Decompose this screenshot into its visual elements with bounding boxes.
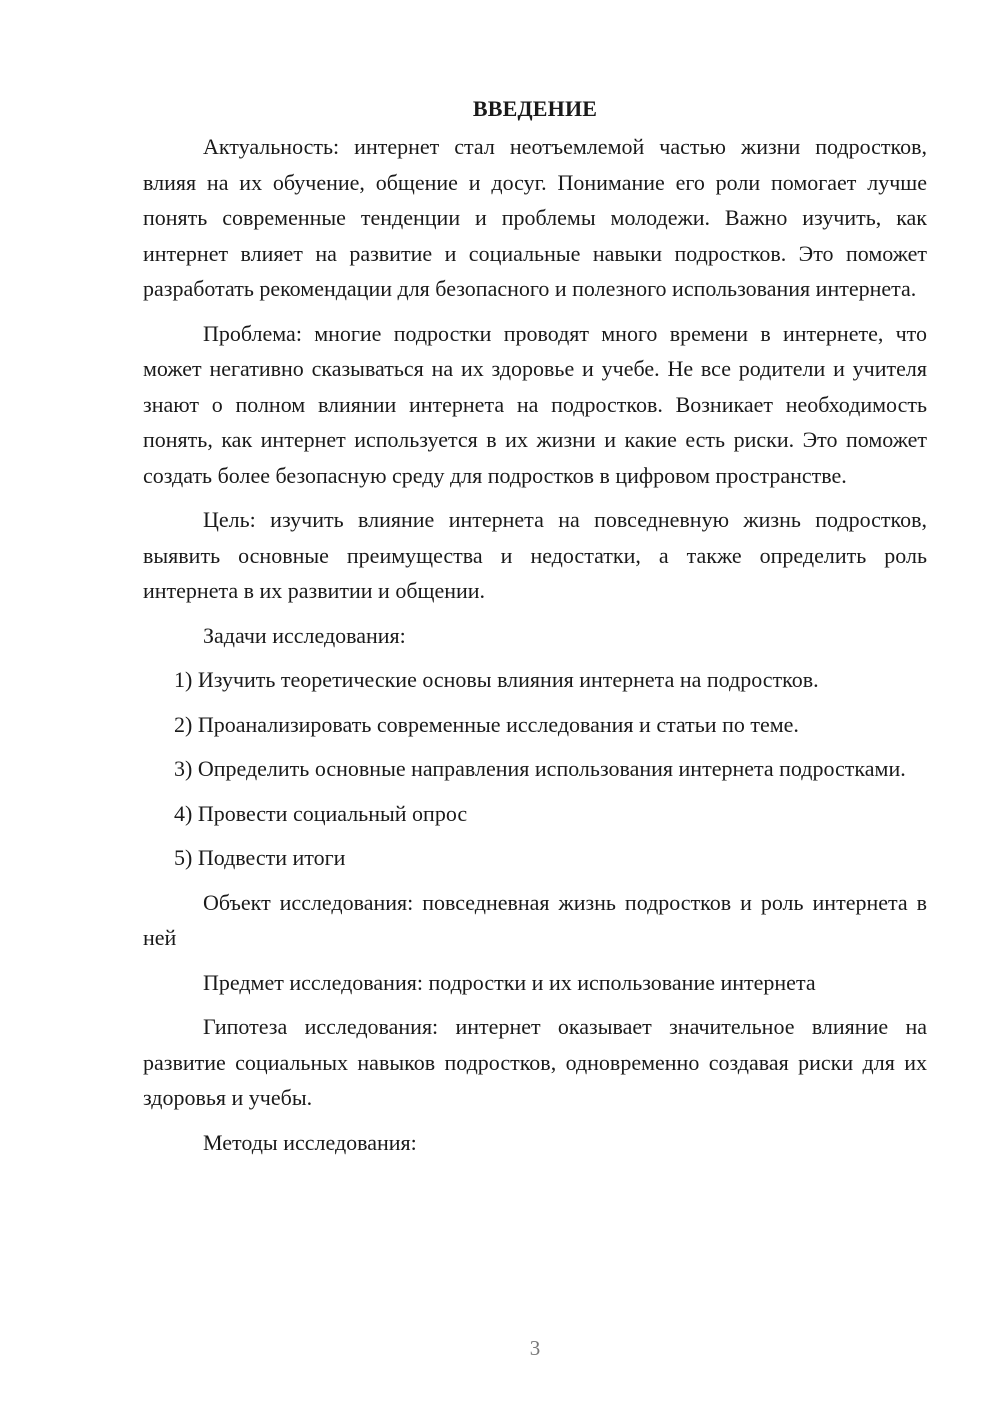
paragraph-methods: Методы исследования:	[203, 1129, 417, 1155]
paragraph-goal: Цель: изучить влияние интернета на повседневную жизнь подростков, выявить основные преимущества и недостатки, а также определить роль интернета в их развитии и общении.	[143, 507, 927, 603]
paragraph-object: Объект исследования: повседневная жизнь подростков и роль интернета в ней	[143, 889, 927, 950]
task-item-2: 2) Проанализировать современные исследования и статьи по теме.	[174, 711, 799, 737]
task-item-3: 3) Определить основные направления использования интернета подростками.	[174, 756, 906, 781]
task-item-5: 5) Подвести итоги	[174, 845, 346, 870]
task-item-4: 4) Провести социальный опрос	[174, 800, 468, 826]
page-content	[143, 91, 927, 1169]
paragraph-subject: Предмет исследования: подростки и их использование интернета	[203, 969, 816, 995]
paragraph-tasks-heading: Задачи исследования:	[203, 622, 406, 648]
section-title: ВВЕДЕНИЕ	[472, 96, 598, 121]
page-number: 3	[529, 1336, 541, 1360]
task-item-1: 1) Изучить теоретические основы влияния интернета на подростков.	[174, 667, 819, 692]
paragraph-problem: Проблема: многие подростки проводят много времени в интернете, что может негативно сказываться на их здоровье и учебе. Не все родители и учителя знают о полном влиянии интернета на подростков. Возникает необходимость понять, как интернет используется в их жизни и какие есть риски. Это поможет создать более безопасную среду для подростков в цифровом пространстве.	[143, 320, 927, 488]
paragraph-relevance: Актуальность: интернет стал неотъемлемой частью жизни подростков, влияя на их обучение, общение и досуг. Понимание его роли помогает лучше понять современные тенденции и проблемы молодежи. Важно изучить, как интернет влияет на развитие и социальные навыки подростков. Это поможет разработать рекомендации для безопасного и полезного использования интернета.	[143, 134, 927, 301]
paragraph-hypothesis: Гипотеза исследования: интернет оказывает значительное влияние на развитие социальных навыков подростков, одновременно создавая риски для их здоровья и учебы.	[143, 1014, 927, 1110]
